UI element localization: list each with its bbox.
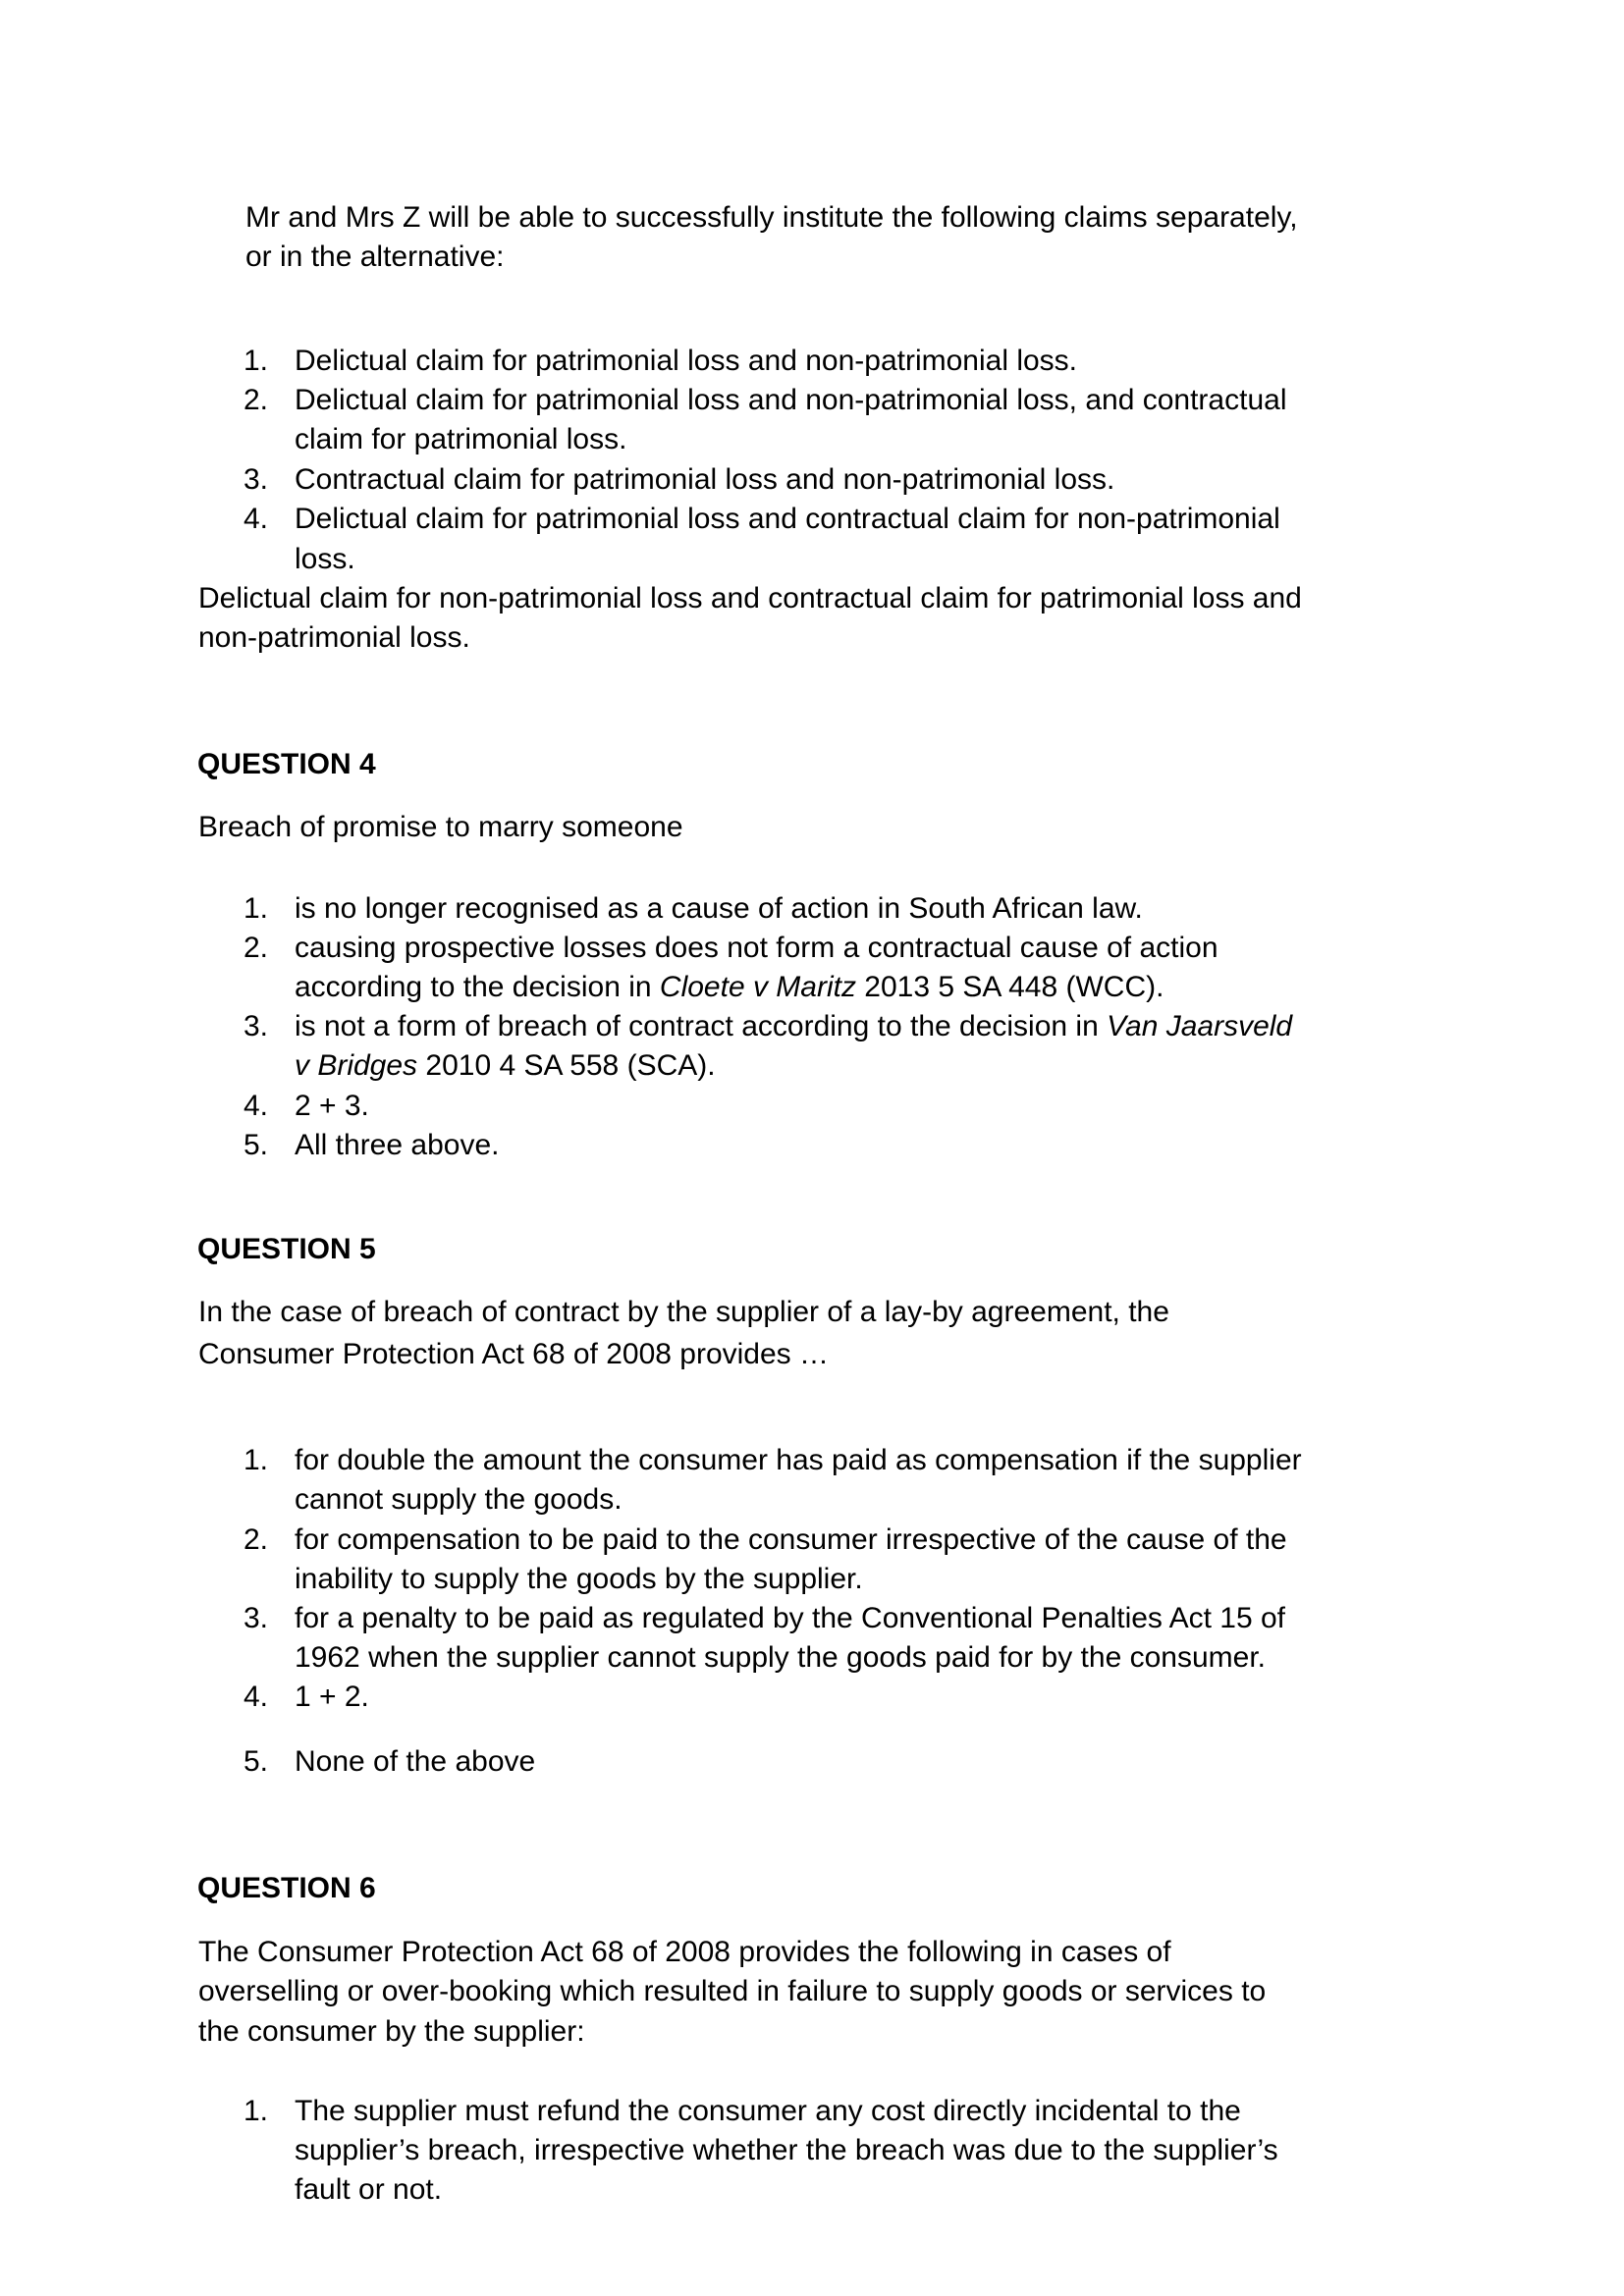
option-text: for a penalty to be paid as regulated by the Conventional Penalties Act 15 of [295,1602,1286,1634]
option-text [295,1046,716,1086]
intro-line: Mr and Mrs Z will be able to successfully institute the following claims separately, [245,201,1298,234]
case-name: Cloete v Maritz [659,971,856,1003]
option-text: Delictual claim for patrimonial loss and contractual claim for non-patrimonial [295,503,1280,535]
question-stem: overselling or over-booking which resulted in failure to supply goods or services to [198,1975,1267,2007]
option-text: supplier’s breach, irrespective whether the breach was due to the supplier’s [295,2134,1278,2166]
text-run: according to the decision in [295,971,660,1003]
option-text: Delictual claim for patrimonial loss and non-patrimonial loss, and contractual [295,384,1287,416]
option-number: 4. [244,1090,269,1122]
option-text: fault or not. [295,2173,443,2206]
option-number: 5. [244,1129,269,1161]
text-run: is not a form of breach of contract according to the decision in [295,1010,1108,1042]
question-heading: QUESTION 4 [197,748,376,780]
option-text [295,1007,1292,1046]
question-stem: the consumer by the supplier: [198,2015,585,2048]
option-text: None of the above [295,1745,536,1778]
option-number: 3. [244,1602,269,1634]
option-text: 1 + 2. [295,1681,369,1713]
option-number: 2. [244,384,269,416]
citation: 2010 4 SA 558 (SCA). [417,1049,716,1082]
option-text: The supplier must refund the consumer any cost directly incidental to the [295,2095,1241,2127]
option-text: 2 + 3. [295,1090,369,1122]
option-number: 3. [244,1010,269,1042]
option-number: 2. [244,1523,269,1556]
intro-line: or in the alternative: [245,240,505,273]
option-text: causing prospective losses does not form a contractual cause of action [295,932,1218,964]
option-text: All three above. [295,1129,500,1161]
option-number: 1. [244,345,269,377]
option-text: Contractual claim for patrimonial loss and non-patrimonial loss. [295,463,1115,496]
case-name: Van Jaarsveld [1107,1010,1293,1042]
question-heading: QUESTION 5 [197,1233,376,1265]
option-text: Delictual claim for patrimonial loss and non-patrimonial loss. [295,345,1078,377]
option-number: 4. [244,1681,269,1713]
option-text: 1962 when the supplier cannot supply the goods paid for by the consumer. [295,1641,1266,1674]
unnumbered-option: Delictual claim for non-patrimonial loss and contractual claim for patrimonial loss and [198,582,1302,614]
case-name: v Bridges [295,1049,418,1082]
unnumbered-option: non-patrimonial loss. [198,621,470,654]
option-text: for compensation to be paid to the consumer irrespective of the cause of the [295,1523,1287,1556]
option-text: inability to supply the goods by the supplier. [295,1563,863,1595]
option-number: 4. [244,503,269,535]
option-number: 1. [244,892,269,925]
question-stem: In the case of breach of contract by the supplier of a lay-by agreement, the [198,1296,1169,1328]
option-text: is no longer recognised as a cause of action in South African law. [295,892,1143,925]
option-number: 3. [244,463,269,496]
citation: 2013 5 SA 448 (WCC). [855,971,1164,1003]
question-stem: The Consumer Protection Act 68 of 2008 provides the following in cases of [198,1936,1171,1968]
question-stem: Consumer Protection Act 68 of 2008 provides … [198,1338,830,1370]
option-number: 1. [244,1444,269,1476]
question-heading: QUESTION 6 [197,1872,376,1904]
question-stem: Breach of promise to marry someone [198,811,683,843]
option-text: loss. [295,543,355,575]
option-number: 5. [244,1745,269,1778]
option-number: 1. [244,2095,269,2127]
option-text: claim for patrimonial loss. [295,423,627,455]
option-text: for double the amount the consumer has paid as compensation if the supplier [295,1444,1302,1476]
option-number: 2. [244,932,269,964]
option-text: cannot supply the goods. [295,1483,623,1516]
option-text [295,968,1164,1007]
